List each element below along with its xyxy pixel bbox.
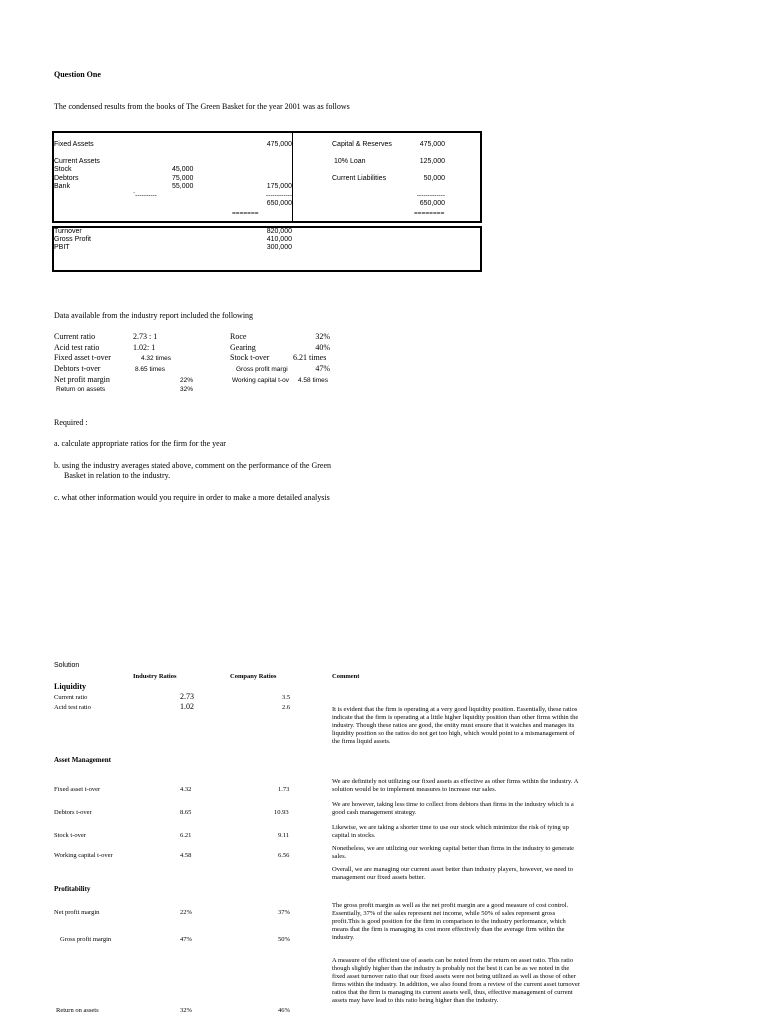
col-company-ratios: Company Ratios — [230, 673, 277, 680]
sol-net-profit-label: Net profit margin — [54, 909, 100, 916]
sol-net-profit-company: 37% — [278, 909, 290, 916]
sol-debtors-industry: 8.65 — [180, 809, 192, 816]
current-assets-total: 175,000 — [266, 183, 292, 190]
sol-acid-test-label: Acid test ratio — [54, 704, 91, 711]
pbit-label: PBIT — [54, 244, 70, 251]
current-liabilities-label: Current Liabilities — [332, 175, 387, 182]
balance-sheet-divider — [292, 131, 293, 223]
debtors-value: 75,000 — [172, 175, 194, 182]
stock-label: Stock — [54, 166, 72, 173]
sol-stock-label: Stock t-over — [54, 832, 86, 839]
ind-fixed-asset-label: Fixed asset t-over — [54, 353, 111, 362]
gross-profit-value: 410,000 — [266, 236, 292, 243]
bank-value: 55,000 — [172, 183, 194, 190]
section-liquidity: Liquidity — [54, 682, 87, 691]
ind-net-profit-value: 22% — [180, 377, 194, 384]
sol-stock-company: 9.11 — [278, 832, 290, 839]
right-double-rule: ======== — [414, 210, 445, 217]
question-title: Question One — [54, 70, 101, 79]
right-total: 650,000 — [419, 200, 445, 207]
fixed-asset-comment: We are definitely not utilizing our fixed assets as effective as other firms within the industry. A solution would be to implement measures to increase our sales. — [332, 778, 579, 793]
turnover-value: 820,000 — [266, 228, 292, 235]
ind-wc-value: 4.58 times — [298, 377, 328, 384]
fixed-assets-label: Fixed Assets — [54, 141, 94, 148]
stock-comment: Likewise, we are taking a shorter time to use our stock which minimize the risk of tying up capital in stocks. — [332, 824, 569, 839]
ind-stock-label: Stock t-over — [230, 353, 270, 362]
left-total: 650,000 — [266, 200, 292, 207]
debtors-comment: We are however, taking less time to collect from debtors than firms in the industry which is a good cash management strategy. — [332, 801, 574, 816]
ind-acid-test-value: 1.02: 1 — [133, 343, 156, 352]
ind-wc-label: Working capital t-ov — [232, 377, 289, 384]
current-assets-label: Current Assets — [54, 158, 100, 165]
stock-value: 45,000 — [172, 166, 194, 173]
question-intro: The condensed results from the books of The Green Basket for the year 2001 was as follows — [54, 102, 350, 111]
ind-gross-label: Gross profit margi — [236, 366, 288, 373]
ind-current-ratio-value: 2.73 : 1 — [133, 332, 158, 341]
sol-fixed-asset-label: Fixed asset t-over — [54, 786, 101, 793]
bank-label: Bank — [54, 183, 70, 190]
required-b-line1: b. using the industry averages stated above, comment on the performance of the Green — [54, 461, 332, 470]
sol-wc-company: 6.56 — [278, 852, 290, 859]
sol-roa-label: Return on assets — [56, 1007, 99, 1014]
ind-stock-value: 6.21 times — [293, 353, 327, 362]
sol-gross-profit-industry: 47% — [180, 936, 192, 943]
loan-value: 125,000 — [419, 158, 445, 165]
ind-acid-test-label: Acid test ratio — [54, 343, 100, 352]
capital-label: Capital & Reserves — [332, 141, 392, 148]
sol-net-profit-industry: 22% — [180, 909, 192, 916]
ind-current-ratio-label: Current ratio — [54, 332, 96, 341]
required-c: c. what other information would you require in order to make a more detailed analysis — [54, 493, 330, 502]
ind-roa-label: Return on assets — [56, 386, 106, 393]
solution-title: Solution — [54, 662, 80, 669]
sol-stock-industry: 6.21 — [180, 832, 192, 839]
ind-fixed-asset-value: 4.32 times — [141, 355, 171, 362]
col-comment: Comment — [332, 673, 360, 680]
wc-comment: Nonetheless, we are utilizing our working capital better than firms in the industry to generate sales. — [332, 845, 575, 860]
ind-net-profit-label: Net profit margin — [54, 375, 110, 384]
left-double-rule: ======= — [232, 210, 259, 217]
right-rule: ------------- — [416, 192, 445, 199]
ind-gearing-value: 40% — [315, 343, 330, 352]
ind-debtors-label: Debtors t-over — [54, 364, 101, 373]
sol-fixed-asset-industry: 4.32 — [180, 786, 192, 793]
debtors-label: Debtors — [54, 175, 79, 182]
sol-fixed-asset-company: 1.73 — [278, 786, 290, 793]
pbit-value: 300,000 — [266, 244, 292, 251]
ind-roce-value: 32% — [315, 332, 330, 341]
industry-intro: Data available from the industry report included the following — [54, 311, 254, 320]
left-rule: ------------ — [266, 192, 292, 199]
current-liabilities-value: 50,000 — [423, 175, 445, 182]
profit-comment: The gross profit margin as well as the net profit margin are a good measure of cost control. Essentially, 37% of the sales represent net income, while 50% of sales represent gross profit.This is good position for the firm in comparison to the industry performance, which means that the firm is managing its cost more effectively than the average firm within the industry. — [332, 902, 569, 941]
loan-label: 10% Loan — [334, 158, 366, 165]
ind-gearing-label: Gearing — [230, 343, 256, 352]
sol-gross-profit-label: Gross profit margin — [60, 936, 112, 943]
sol-wc-label: Working capital t-over — [54, 852, 113, 859]
roa-comment: A measure of the efficient use of assets can be noted from the return on asset ratio. This ratio though slightly higher than the industry is probably not the best it can be as we noted in the fixed asset turnover ratio that our fixed assets were not being utilized as well as those of other firms within the industry. In addition, we also found from a review of the current asset turnover ratios that the firm is managing its current assets well, thus, effective management of current assets may have lead to this ratio being higher than the industry. — [332, 957, 580, 1004]
sol-acid-test-industry: 1.02 — [180, 702, 194, 711]
turnover-label: Turnover — [54, 228, 82, 235]
required-title: Required : — [54, 418, 88, 427]
ind-roa-value: 32% — [180, 386, 194, 393]
sol-acid-test-company: 2.6 — [282, 704, 291, 711]
sol-gross-profit-company: 50% — [278, 936, 290, 943]
ind-gross-value: 47% — [315, 364, 330, 373]
sol-wc-industry: 4.58 — [180, 852, 192, 859]
sol-roa-industry: 32% — [180, 1007, 192, 1014]
sol-current-ratio-company: 3.5 — [282, 694, 291, 701]
gross-profit-label: Gross Profit — [54, 236, 91, 243]
sol-debtors-company: 10.93 — [274, 809, 289, 816]
sol-roa-company: 46% — [278, 1007, 290, 1014]
required-a: a. calculate appropriate ratios for the firm for the year — [54, 439, 226, 448]
overall-comment: Overall, we are managing our current asset better than industry players, however, we need to management our fixed assets better. — [332, 866, 574, 881]
section-asset-management: Asset Management — [54, 756, 111, 764]
sol-debtors-label: Debtors t-over — [54, 809, 92, 816]
liquidity-comment: It is evident that the firm is operating at a very good liquidity position. Essentially, these ratios indicate that the firm is operating at a little higher liquidity position than other firms within the industry. Though these ratios are good, the entity must ensure that it watches and manages its liquidity position so the ratios do not get too high, which would point to a mismanagement of the firms liquid assets. — [332, 706, 579, 745]
dash-mark: `---------- — [133, 192, 157, 199]
sol-current-ratio-industry: 2.73 — [180, 692, 194, 701]
sol-current-ratio-label: Current ratio — [54, 694, 88, 701]
col-industry-ratios: Industry Ratios — [133, 673, 177, 680]
ind-debtors-value: 8.65 times — [135, 366, 165, 373]
section-profitability: Profitability — [54, 885, 91, 893]
ind-roce-label: Roce — [230, 332, 247, 341]
fixed-assets-value: 475,000 — [266, 141, 292, 148]
required-b-line2: Basket in relation to the industry. — [64, 471, 171, 480]
capital-value: 475,000 — [419, 141, 445, 148]
